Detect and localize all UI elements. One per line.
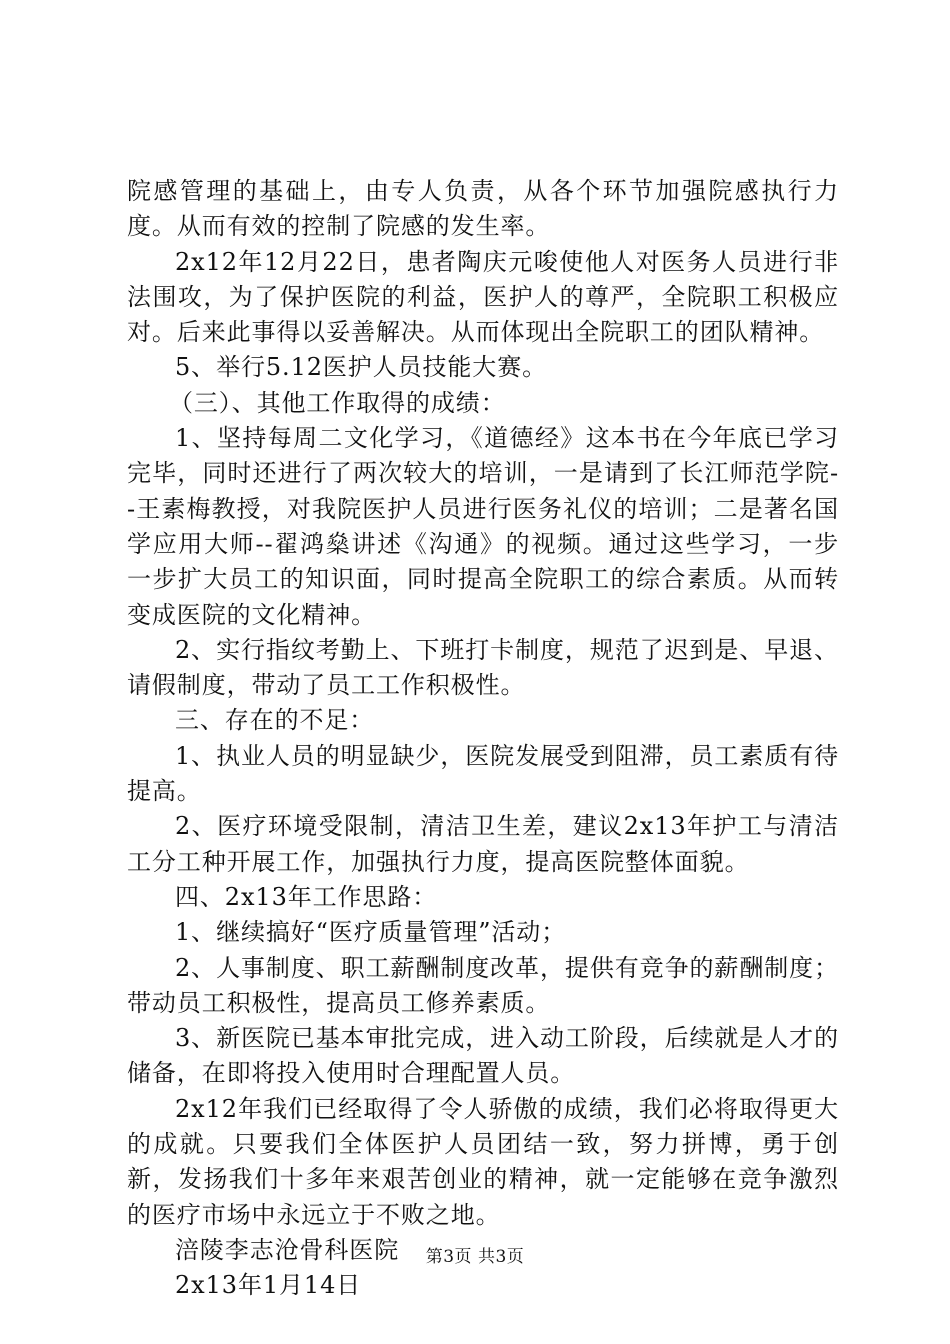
paragraph-salary-reform: 2、人事制度、职工薪酬制度改革，提供有竞争的薪酬制度；带动员工积极性，提高员工修养素质。 xyxy=(127,953,839,1017)
paragraph-environment: 2、医疗环境受限制，清洁卫生差，建议2x13年护工与清洁工分工种开展工作，加强执行力度，提高医院整体面貌。 xyxy=(127,812,839,876)
paragraph-culture-study: 1、坚持每周二文化学习，《道德经》这本书在今年底已学习完毕，同时还进行了两次较大的培训，一是请到了长江师范学院--王素梅教授，对我院医护人员进行医务礼仪的培训；二是著名国学应用大师--翟鸿燊讲述《沟通》的视频。通过这些学习，一步一步扩大员工的知识面，同时提高全院职工的综合素质。从而转变成医院的文化精神。 xyxy=(127,424,839,629)
page-number-footer: 第3页 共3页 xyxy=(425,1247,525,1267)
paragraph-staff-shortage: 1、执业人员的明显缺少，医院发展受到阻滞，员工素质有待提高。 xyxy=(127,741,839,806)
section-heading-other-achievements: （三）、其他工作取得的成绩： xyxy=(169,388,506,417)
paragraph-conclusion: 2x12年我们已经取得了令人骄傲的成绩，我们必将取得更大的成就。只要我们全体医护人员团结一致，努力拼博，勇于创新，发扬我们十多年来艰苦创业的精神，就一定能够在竞争激烈的医疗市场中永远立于不败之地。 xyxy=(127,1094,839,1229)
signature-date: 2x13年1月14日 xyxy=(175,1271,362,1300)
paragraph-continuation: 院感管理的基础上，由专人负责，从各个环节加强院感执行力度。从而有效的控制了院感的发生率。 xyxy=(127,177,839,241)
paragraph-skills-contest: 5、举行5.12医护人员技能大赛。 xyxy=(175,353,548,382)
paragraph-new-hospital: 3、新医院已基本审批完成，进入动工阶段，后续就是人才的储备，在即将投入使用时合理配置人员。 xyxy=(127,1024,839,1088)
paragraph-quality-management: 1、继续搞好“医疗质量管理”活动； xyxy=(175,918,567,947)
paragraph-incident: 2x12年12月22日，患者陶庆元唆使他人对医务人员进行非法围攻，为了保护医院的利益，医护人的尊严，全院职工积极应对。后来此事得以妥善解决。从而体现出全院职工的团队精神。 xyxy=(127,247,839,347)
section-heading-work-plan: 四、2x13年工作思路： xyxy=(175,882,438,911)
section-heading-shortcomings: 三、存在的不足： xyxy=(175,706,375,735)
paragraph-attendance: 2、实行指纹考勤上、下班打卡制度，规范了迟到是、早退、请假制度，带动了员工工作积极性。 xyxy=(127,635,839,700)
signature-organization: 涪陵李志沧骨科医院 xyxy=(175,1235,400,1264)
document-body xyxy=(127,174,839,1304)
